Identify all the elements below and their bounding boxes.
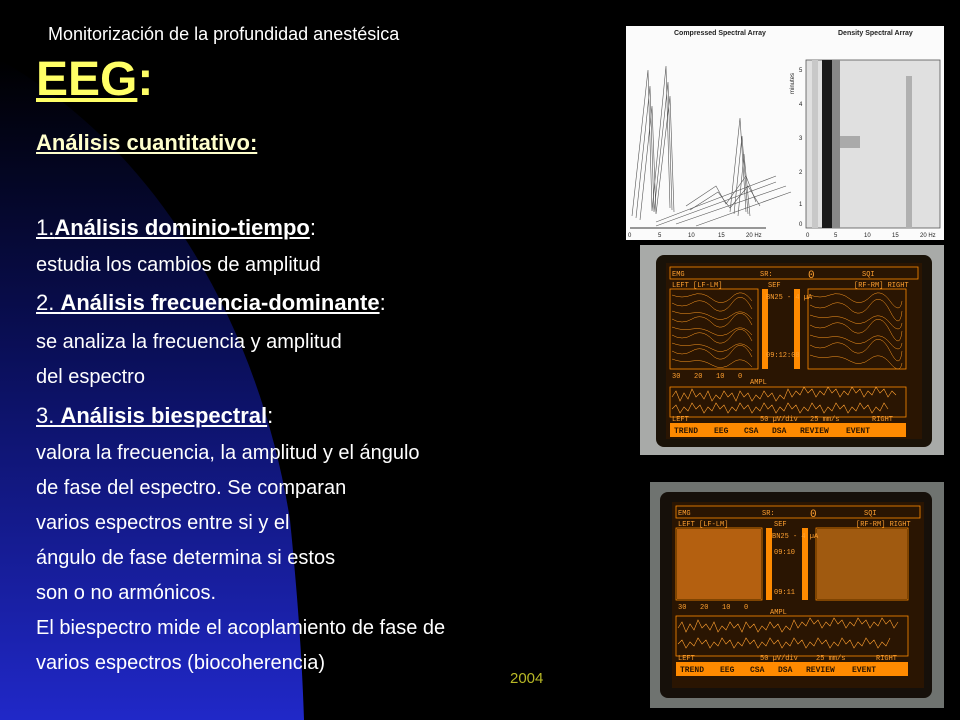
dsa-ytick: 2 (799, 170, 803, 176)
m2-wave-right: RIGHT (876, 655, 898, 663)
m2-wave-left: LEFT (678, 655, 695, 663)
csa-tick: 0 (628, 233, 632, 239)
m2-speed: 25 mm/s (816, 655, 846, 663)
csa-tick: 15 (718, 233, 725, 239)
dsa-tick: 10 (864, 233, 871, 239)
section-3-line: El biespectro mide el acoplamiento de fase de (36, 617, 446, 639)
m1-axis-tick: 0 (738, 373, 743, 381)
section-3-line: ángulo de fase determina si estos (36, 547, 336, 569)
m1-speed: 25 mm/s (810, 416, 840, 424)
title-eeg: EEG (36, 53, 138, 106)
m2-axis-tick: 10 (722, 604, 731, 612)
section-2-line: del espectro (36, 366, 145, 388)
section-3-line: son o no armónicos. (36, 582, 217, 604)
m2-ampl: AMPL (770, 609, 787, 617)
csa-title: Compressed Spectral Array (674, 30, 766, 37)
dsa-ytick: 0 (799, 222, 803, 228)
m2-right-label: [RF-RM] RIGHT (856, 521, 911, 529)
m1-time: 09:12:08 (766, 352, 800, 360)
m1-wave-right: RIGHT (872, 416, 894, 424)
spectral-array-figure (626, 26, 944, 240)
dsa-title: Density Spectral Array (838, 30, 913, 37)
section-3-number: 3. (36, 403, 61, 428)
m1-menu-review: REVIEW (800, 427, 829, 436)
m2-menu-review: REVIEW (806, 666, 835, 675)
m1-ampl: AMPL (750, 379, 767, 387)
section-2-number: 2. (36, 290, 61, 315)
m1-menu-csa: CSA (744, 427, 759, 436)
m2-axis-tick: 30 (678, 604, 687, 612)
dsa-gradient-left (677, 529, 761, 599)
m2-sr-value: 0 (810, 509, 817, 521)
m2-axis-tick: 20 (700, 604, 709, 612)
section-2-colon: : (379, 290, 386, 315)
m2-menu-dsa: DSA (778, 666, 793, 675)
dsa-tick: 20 Hz (920, 233, 936, 239)
section-2-heading (36, 290, 386, 316)
m1-menu-dsa: DSA (772, 427, 787, 436)
m2-time-2: 09:11 (774, 589, 796, 597)
section-1-label: Análisis dominio-tiempo (54, 215, 310, 240)
m2-sr-label: SR: (762, 510, 775, 518)
m1-sr-label: SR: (760, 271, 773, 279)
dsa-tick: 0 (806, 233, 810, 239)
m2-sef-label: SEF (774, 521, 787, 529)
m1-menu-event: EVENT (846, 427, 871, 436)
section-3-heading (36, 403, 273, 429)
monitor-photo-1 (640, 245, 944, 455)
m2-menu-eeg: EEG (720, 666, 735, 675)
dsa-tick: 15 (892, 233, 899, 239)
m2-time-1: 09:10 (774, 549, 796, 557)
m1-wave-left: LEFT (672, 416, 689, 424)
m1-axis-tick: 10 (716, 373, 725, 381)
slide-subtitle: Monitorización de la profundidad anestésica (48, 24, 400, 44)
section-1-line: estudia los cambios de amplitud (36, 254, 321, 276)
csa-tick: 5 (658, 233, 662, 239)
m1-sef-label: SEF (768, 282, 781, 290)
section-3-line: valora la frecuencia, la amplitud y el ángulo (36, 442, 420, 464)
section-3-label: Análisis biespectral (60, 403, 268, 428)
m2-menu-event: EVENT (852, 666, 877, 675)
m2-axis-tick: 0 (744, 604, 749, 612)
slide-title (36, 52, 153, 108)
section-2-line: se analiza la frecuencia y amplitud (36, 331, 342, 353)
section-1-heading (36, 215, 316, 241)
title-colon: : (137, 53, 154, 106)
dsa-ytick: 4 (799, 102, 803, 108)
m1-sqi-label: SQI (862, 271, 875, 279)
dsa-tick: 5 (834, 233, 838, 239)
m1-axis-tick: 20 (694, 373, 703, 381)
m1-menu-eeg: EEG (714, 427, 729, 436)
section-3-line: varios espectros entre si y el (36, 512, 290, 534)
dsa-gradient-right (817, 529, 907, 599)
csa-tick: 10 (688, 233, 695, 239)
section-1-colon: : (309, 215, 316, 240)
section-3-line: de fase del espectro. Se comparan (36, 477, 347, 499)
monitor-photo-2 (650, 482, 944, 708)
m1-center-label: BN25 - 4 µA (766, 294, 813, 302)
m1-sr-value: 0 (808, 270, 815, 282)
m2-sqi-label: SQI (864, 510, 877, 518)
m2-menu-csa: CSA (750, 666, 765, 675)
m2-left-label: LEFT [LF-LM] (678, 521, 729, 529)
section-2-label: Análisis frecuencia-dominante (60, 290, 380, 315)
m1-scale: 50 µV/div (760, 416, 798, 424)
m1-menu-trend: TREND (674, 427, 699, 436)
csa-tick: 20 Hz (746, 233, 762, 239)
m2-center-label: BN25 - 4 µA (772, 533, 819, 541)
section-3-line: varios espectros (biocoherencia) (36, 652, 326, 674)
dsa-ytick: 5 (799, 68, 803, 74)
section-3-colon: : (267, 403, 274, 428)
dsa-ytick: 1 (799, 202, 803, 208)
m1-axis-tick: 30 (672, 373, 681, 381)
m2-scale: 50 µV/div (760, 655, 798, 663)
m1-left-label: LEFT [LF-LM] (672, 282, 723, 290)
m1-emg-label: EMG (672, 271, 685, 279)
dsa-ylabel: minutes (790, 72, 796, 94)
dsa-ytick: 3 (799, 136, 803, 142)
m2-emg-label: EMG (678, 510, 691, 518)
m2-menu-trend: TREND (680, 666, 705, 675)
section-heading: Análisis cuantitativo: (36, 130, 258, 155)
footer-year: 2004 (510, 670, 544, 687)
m1-right-label: [RF-RM] RIGHT (854, 282, 909, 290)
section-1-number: 1. (36, 215, 55, 240)
